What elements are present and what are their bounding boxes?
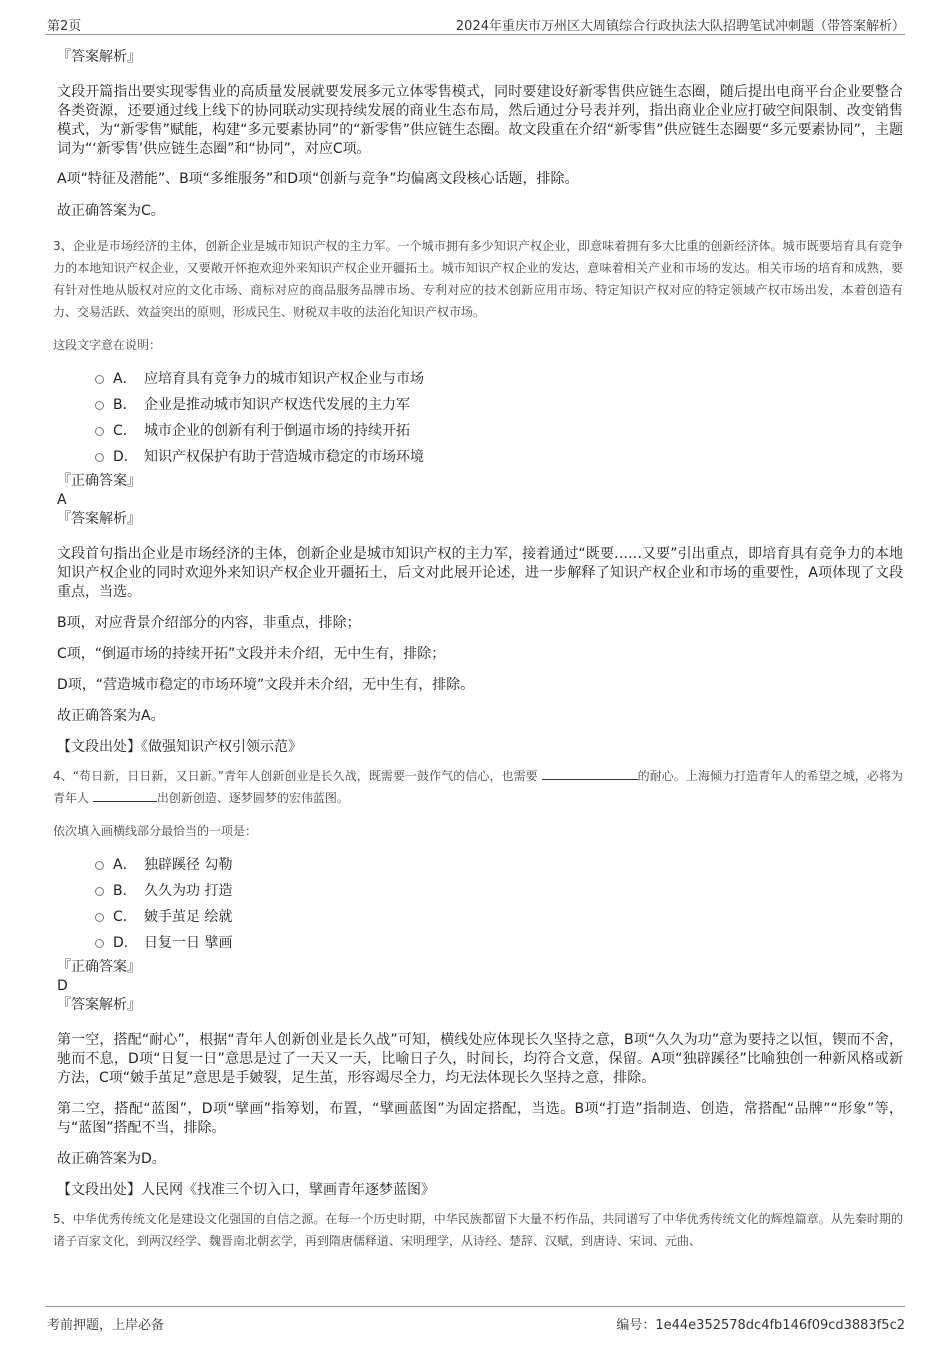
radio-icon[interactable] xyxy=(95,887,104,896)
analysis-paragraph: B项，对应背景介绍部分的内容，非重点，排除； xyxy=(57,615,361,631)
analysis-paragraph: D项，“营造城市稳定的市场环境”文段并未介绍，无中生有，排除。 xyxy=(57,677,475,693)
option-list xyxy=(95,852,903,956)
q2-analysis xyxy=(53,48,903,221)
document-title: 2024年重庆市万州区大周镇综合行政执法大队招聘笔试冲刺题（带答案解析） xyxy=(455,19,905,34)
radio-icon[interactable] xyxy=(95,861,104,870)
radio-icon[interactable] xyxy=(95,453,104,462)
correct-answer-label: 『正确答案』 xyxy=(57,473,141,489)
analysis-paragraph: C项，“倒逼市场的持续开拓”文段并未介绍，无中生有，排除； xyxy=(57,646,446,662)
footer-slogan: 考前押题，上岸必备 xyxy=(47,1318,165,1333)
option-c[interactable]: C． 皴手茧足 绘就 xyxy=(95,904,903,930)
option-a[interactable]: A． 独辟蹊径 勾勒 xyxy=(95,852,903,878)
fill-blank xyxy=(93,789,157,802)
fill-blank xyxy=(542,767,638,780)
question-stem: 5、中华优秀传统文化是建设文化强国的自信之源。在每一个历史时期，中华民族都留下大量不朽作品，共同谱写了中华优秀传统文化的辉煌篇章。从先秦时期的诸子百家文化，到两汉经学、魏晋南北朝玄学，再到隋唐儒释道、宋明理学，从诗经、楚辞、汉赋，到唐诗、宋词、元曲、 xyxy=(53,1212,903,1248)
option-d[interactable]: D． 日复一日 擘画 xyxy=(95,930,903,956)
header-divider xyxy=(45,34,905,35)
question-stem: 3、企业是市场经济的主体，创新企业是城市知识产权的主力军。一个城市拥有多少知识产权企业，即意味着拥有多大比重的创新经济体。城市既要培育具有竞争力的本地知识产权企业，又要敞开怀抱欢迎外来知识产权企业开疆拓土。城市知识产权企业的发达，意味着相关产业和市场的发达。相关市场的培育和成熟，要有针对性地从版权对应的文化市场、商标对应的商品服务品牌市场、专利对应的技术创新应用市场、特定知识产权对应的特定领域产权市场出发，本着创造有力、交易活跃、效益突出的原则，形成民生、财税双丰收的法治化知识产权市场。 xyxy=(53,239,903,319)
analysis-label: 『答案解析』 xyxy=(57,997,141,1013)
radio-icon[interactable] xyxy=(95,401,104,410)
document-body xyxy=(53,40,903,1252)
question-4 xyxy=(53,765,903,1200)
analysis-paragraph: 故正确答案为D。 xyxy=(57,1151,166,1167)
option-d[interactable]: D． 知识产权保护有助于营造城市稳定的市场环境 xyxy=(95,444,903,470)
radio-icon[interactable] xyxy=(95,375,104,384)
option-b[interactable]: B． 企业是推动城市知识产权迭代发展的主力军 xyxy=(95,392,903,418)
question-3 xyxy=(53,235,903,757)
question-prompt: 依次填入画横线部分最恰当的一项是： xyxy=(53,824,258,838)
document-code: 编号：1e44e352578dc4fb146f09cd3883f5c2 xyxy=(616,1318,905,1333)
analysis-label: 『答案解析』 xyxy=(57,49,141,65)
radio-icon[interactable] xyxy=(95,939,104,948)
page-number: 第2页 xyxy=(47,19,82,34)
option-c[interactable]: C． 城市企业的创新有利于倒逼市场的持续开拓 xyxy=(95,418,903,444)
question-prompt: 这段文字意在说明： xyxy=(53,338,162,352)
question-stem: 4、“苟日新，日日新，又日新。”青年人创新创业是长久战，既需要一鼓作气的信心，也需要 的耐心。上海倾力打造青年人的希望之城，必将为青年人 出创新创造、逐梦圆梦的宏伟蓝图。 xyxy=(53,769,903,805)
analysis-paragraph: 文段开篇指出要实现零售业的高质量发展就要发展多元立体零售模式，同时要建设好新零售供应链生态圈，随后提出电商平台企业要整合各类资源，还要通过线上线下的协同联动实现持续发展的商业生态布局，然后通过分号表并列，指出商业企业应打破空间限制、改变销售模式，为“新零售”赋能，构建“多元要素协同”的“新零售”供应链生态圈。故文段重在介绍“新零售”供应链生态圈要“多元要素协同”，主题词为“‘新零售’供应链生态圈”和“协同”，对应C项。 xyxy=(57,84,903,157)
option-a[interactable]: A． 应培育具有竞争力的城市知识产权企业与市场 xyxy=(95,366,903,392)
radio-icon[interactable] xyxy=(95,913,104,922)
source-citation: 【文段出处】人民网《找准三个切入口，擘画青年逐梦蓝图》 xyxy=(57,1182,435,1198)
correct-answer: A xyxy=(57,492,67,508)
analysis-paragraph: 故正确答案为C。 xyxy=(57,203,165,219)
option-list xyxy=(95,366,903,470)
analysis-paragraph: A项“特征及潜能”、B项“多维服务”和D项“创新与竞争”均偏离文段核心话题，排除。 xyxy=(57,171,579,187)
footer-divider xyxy=(45,1306,905,1307)
question-5 xyxy=(53,1208,903,1252)
option-b[interactable]: B． 久久为功 打造 xyxy=(95,878,903,904)
correct-answer: D xyxy=(57,978,68,994)
analysis-paragraph: 第二空，搭配“蓝图”，D项“擘画”指筹划，布置，“擘画蓝图”为固定搭配，当选。B项“打造”指制造、创造，常搭配“品牌”“形象”等，与“蓝图”搭配不当，排除。 xyxy=(57,1101,903,1136)
correct-answer-label: 『正确答案』 xyxy=(57,959,141,975)
radio-icon[interactable] xyxy=(95,427,104,436)
analysis-paragraph: 第一空，搭配“耐心”，根据“青年人创新创业是长久战”可知，横线处应体现长久坚持之意，B项“久久为功”意为要持之以恒，锲而不舍，驰而不息，D项“日复一日”意思是过了一天又一天，比喻日子久，时间长，均符合文意，保留。A项“独辟蹊径”比喻独创一种新风格或新方法，C项“皴手茧足”意思是手皴裂，足生茧，形容竭尽全力，均无法体现长久坚持之意，排除。 xyxy=(57,1032,903,1086)
analysis-paragraph: 文段首句指出企业是市场经济的主体，创新企业是城市知识产权的主力军，接着通过“既要……又要”引出重点，即培育具有竞争力的本地知识产权企业的同时欢迎外来知识产权企业开疆拓土，后文对此展开论述，进一步解释了知识产权企业和市场的重要性，A项体现了文段重点，当选。 xyxy=(57,546,903,600)
source-citation: 【文段出处】《做强知识产权引领示范》 xyxy=(57,739,302,755)
analysis-label: 『答案解析』 xyxy=(57,511,141,527)
analysis-paragraph: 故正确答案为A。 xyxy=(57,708,165,724)
